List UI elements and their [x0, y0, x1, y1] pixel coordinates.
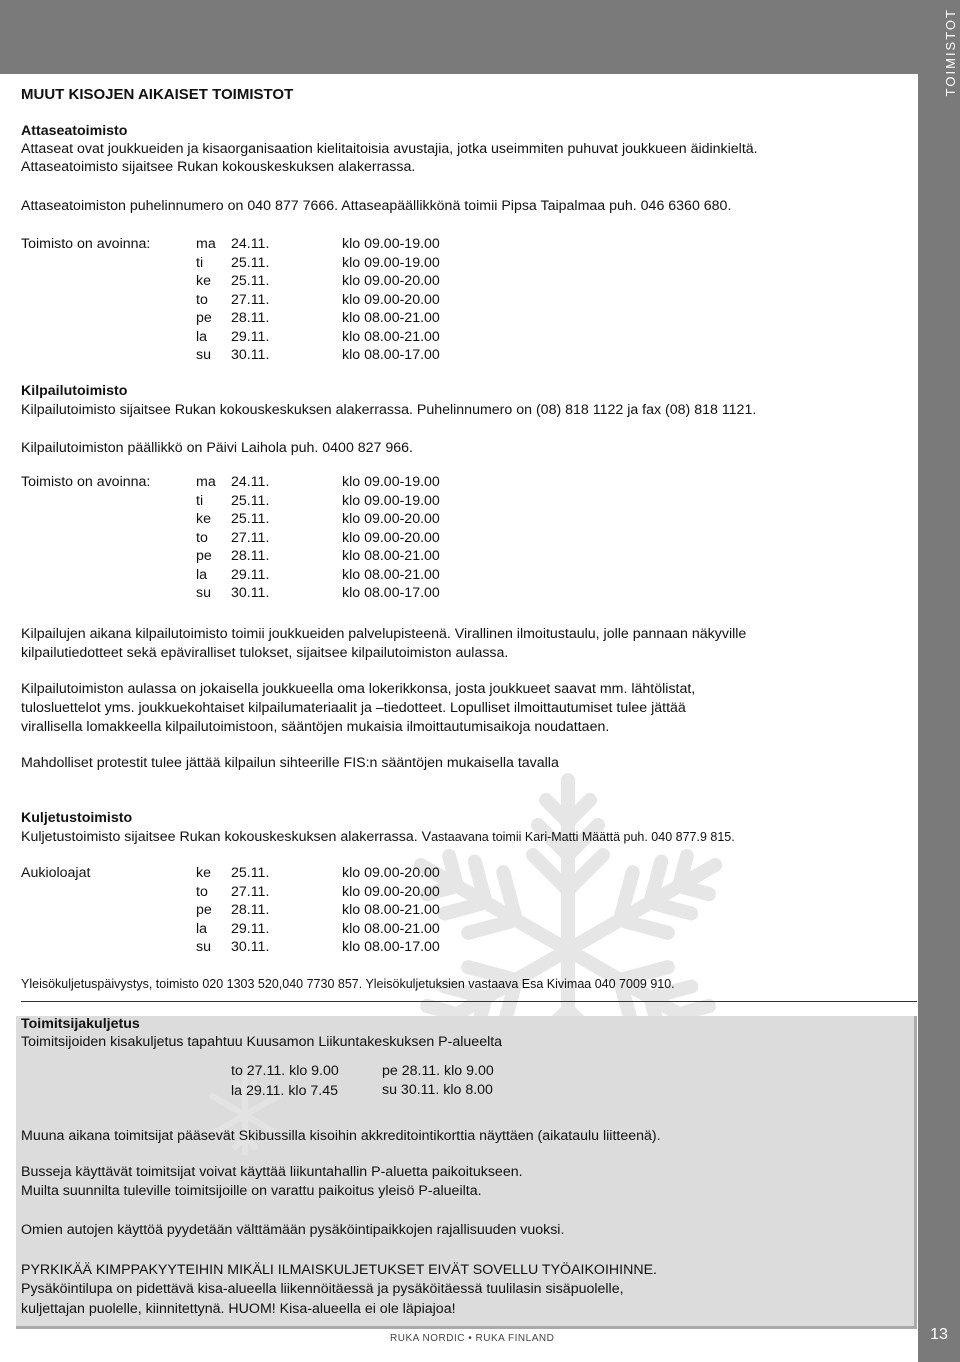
attase-paragraph-3: Attaseatoimiston puhelinnumero on 040 877 7666. Attaseapäällikkönä toimii Pipsa Taipalmaa puh. 046 6360 680. — [21, 198, 732, 214]
toimitsija-paragraph-3b: Muilta suunnilta tuleville toimitsijoille on varattu paikoitus yleisö P-alueilta. — [21, 1183, 482, 1199]
page-number: 13 — [930, 1326, 948, 1343]
hours-day: su — [196, 939, 211, 955]
hours-date: 25.11. — [231, 254, 270, 271]
hours-time: klo 09.00-20.00 — [342, 273, 440, 289]
footer-brand: RUKA NORDIC • RUKA FINLAND — [390, 1333, 555, 1344]
hours-day: ti — [196, 254, 204, 271]
hours-date: 28.11. — [231, 902, 270, 918]
top-banner — [0, 0, 918, 74]
hours-time: klo 09.00-19.00 — [342, 254, 440, 271]
hours-date: 29.11. — [231, 328, 270, 345]
schedule-item: la 29.11. klo 7.45 — [231, 1083, 339, 1099]
kuljetus-hours-label: Aukioloajat — [21, 865, 91, 881]
hours-time: klo 09.00-19.00 — [342, 492, 440, 509]
kilpailu-paragraph-2: Kilpailutoimiston päällikkö on Päivi Laihola puh. 0400 827 966. — [21, 440, 413, 456]
hours-time: klo 09.00-20.00 — [342, 883, 440, 900]
hours-time: klo 09.00-19.00 — [342, 474, 440, 490]
kilpailu-paragraph-4a: Kilpailutoimiston aulassa on jokaisella joukkueella oma lokerikkonsa, josta joukkueet saavat mm. lähtölistat, — [21, 681, 696, 697]
hours-date: 29.11. — [231, 920, 270, 937]
hours-date: 25.11. — [231, 865, 270, 881]
hours-time: klo 08.00-17.00 — [342, 347, 440, 363]
kuljetus-heading: Kuljetustoimisto — [21, 810, 133, 826]
hours-day: ma — [196, 236, 216, 252]
hours-time: klo 09.00-20.00 — [342, 865, 440, 881]
hours-date: 25.11. — [231, 511, 270, 527]
schedule-item: su 30.11. klo 8.00 — [382, 1082, 493, 1098]
toimitsija-paragraph-5a: PYRKIKÄÄ KIMPPAKYYTEIHIN MIKÄLI ILMAISKULJETUKSET EIVÄT SOVELLU TYÖAIKOIHINNE. — [21, 1262, 657, 1278]
hours-day: pe — [196, 310, 212, 326]
hours-day: to — [196, 883, 208, 900]
hours-time: klo 08.00-17.00 — [342, 939, 440, 955]
attase-paragraph-1: Attaseat ovat joukkueiden ja kisaorganisaation kielitaitoisia avustajia, jotka useimmiten puhuvat joukkueen äidinkieltä. — [21, 141, 758, 157]
hours-time: klo 08.00-21.00 — [342, 310, 440, 326]
toimitsija-paragraph-2: Muuna aikana toimitsijat pääsevät Skibussilla kisoihin akkreditointikorttia näyttäen (aikataulu liitteenä). — [21, 1128, 661, 1144]
hours-time: klo 08.00-21.00 — [342, 548, 440, 564]
hours-date: 25.11. — [231, 492, 270, 509]
kuljetus-paragraph-1a: Kuljetustoimisto sijaitsee Rukan kokouskeskuksen alakerrassa. V — [21, 829, 432, 845]
kilpailu-paragraph-4b: tulosluettelot yms. joukkuekohtaiset kilpailumateriaalit ja –tiedotteet. Lopulliset ilmoittautumiset tulee jättää — [21, 700, 686, 716]
hours-day: to — [196, 529, 208, 546]
toimitsija-paragraph-5b: Pysäköintilupa on pidettävä kisa-alueella liikennöitäessä ja pysäköitäessä tuulilasin sisäpuolelle, — [21, 1281, 624, 1297]
hours-date: 24.11. — [231, 474, 270, 490]
hours-day: la — [196, 328, 208, 345]
kilpailu-hours-label: Toimisto on avoinna: — [21, 474, 151, 490]
hours-day: pe — [196, 548, 212, 564]
hours-day: ke — [196, 865, 211, 881]
toimitsija-paragraph-1: Toimitsijoiden kisakuljetus tapahtuu Kuusamon Liikuntakeskuksen P-alueelta — [21, 1034, 503, 1050]
toimitsija-paragraph-4: Omien autojen käyttöä pyydetään välttämään pysäköintipaikkojen rajallisuuden vuoksi. — [21, 1222, 565, 1238]
kilpailu-paragraph-4c: virallisella lomakkeella kilpailutoimistoon, sääntöjen mukaisia ilmoittautumisaikoja noudattaen. — [21, 719, 610, 735]
hours-day: ke — [196, 511, 211, 527]
toimitsija-heading: Toimitsijakuljetus — [21, 1016, 140, 1032]
hours-date: 28.11. — [231, 548, 270, 564]
hours-date: 25.11. — [231, 273, 270, 289]
hours-time: klo 08.00-21.00 — [342, 566, 440, 583]
schedule-item: pe 28.11. klo 9.00 — [382, 1063, 494, 1079]
hours-time: klo 08.00-21.00 — [342, 328, 440, 345]
hours-time: klo 09.00-20.00 — [342, 291, 440, 308]
kilpailu-paragraph-3b: kilpailutiedotteet sekä epäviralliset tulokset, sijaitsee kilpailutoimiston aulassa. — [21, 645, 509, 661]
divider — [21, 1001, 917, 1002]
hours-day: su — [196, 347, 211, 363]
schedule-item: to 27.11. klo 9.00 — [231, 1063, 339, 1079]
hours-date: 27.11. — [231, 883, 270, 900]
hours-date: 27.11. — [231, 529, 270, 546]
kuljetus-paragraph-1 — [21, 829, 735, 846]
hours-time: klo 09.00-20.00 — [342, 529, 440, 546]
hours-day: la — [196, 566, 208, 583]
hours-day: ti — [196, 492, 204, 509]
hours-date: 30.11. — [231, 585, 270, 601]
hours-day: la — [196, 920, 208, 937]
toimitsija-paragraph-5c: kuljettajan puolelle, kiinnitettynä. HUOM! Kisa-alueella ei ole läpiajoa! — [21, 1301, 456, 1317]
attase-paragraph-2: Attaseatoimisto sijaitsee Rukan kokouskeskuksen alakerrassa. — [21, 159, 416, 175]
kilpailu-heading: Kilpailutoimisto — [21, 383, 128, 399]
page-title: MUUT KISOJEN AIKAISET TOIMISTOT — [21, 86, 294, 103]
hours-time: klo 08.00-21.00 — [342, 920, 440, 937]
hours-day: ke — [196, 273, 211, 289]
hours-date: 30.11. — [231, 939, 270, 955]
hours-day: su — [196, 585, 211, 601]
attase-hours-label: Toimisto on avoinna: — [21, 236, 151, 252]
kuljetus-paragraph-1b: astaavana toimii Kari-Matti Määttä puh. 040 877.9 815. — [431, 830, 735, 844]
hours-date: 29.11. — [231, 566, 270, 583]
hours-date: 30.11. — [231, 347, 270, 363]
hours-day: pe — [196, 902, 212, 918]
hours-date: 27.11. — [231, 291, 270, 308]
kilpailu-paragraph-1: Kilpailutoimisto sijaitsee Rukan kokouskeskuksen alakerrassa. Puhelinnumero on (08) 818 1122 ja fax (08) 818 1121. — [21, 402, 757, 418]
section-tab: TOIMISTOT — [943, 8, 958, 97]
hours-time: klo 09.00-20.00 — [342, 511, 440, 527]
hours-day: ma — [196, 474, 216, 490]
hours-day: to — [196, 291, 208, 308]
hours-time: klo 09.00-19.00 — [342, 236, 440, 252]
hours-time: klo 08.00-17.00 — [342, 585, 440, 601]
kilpailu-paragraph-5: Mahdolliset protestit tulee jättää kilpailun sihteerille FIS:n sääntöjen mukaisella tavalla — [21, 755, 559, 771]
hours-date: 28.11. — [231, 310, 270, 326]
attase-heading: Attaseatoimisto — [21, 123, 128, 139]
kilpailu-paragraph-3a: Kilpailujen aikana kilpailutoimisto toimii joukkueiden palvelupisteenä. Virallinen ilmoitustaulu, jolle pannaan näkyville — [21, 626, 747, 642]
hours-time: klo 08.00-21.00 — [342, 902, 440, 918]
kuljetus-paragraph-2: Yleisökuljetuspäivystys, toimisto 020 1303 520,040 7730 857. Yleisökuljetuksien vastaava Esa Kivimaa 040 7009 910. — [21, 977, 675, 991]
toimitsija-paragraph-3a: Busseja käyttävät toimitsijat voivat käyttää liikuntahallin P-aluetta paikoitukseen. — [21, 1164, 523, 1180]
hours-date: 24.11. — [231, 236, 270, 252]
side-rail — [918, 0, 960, 1362]
